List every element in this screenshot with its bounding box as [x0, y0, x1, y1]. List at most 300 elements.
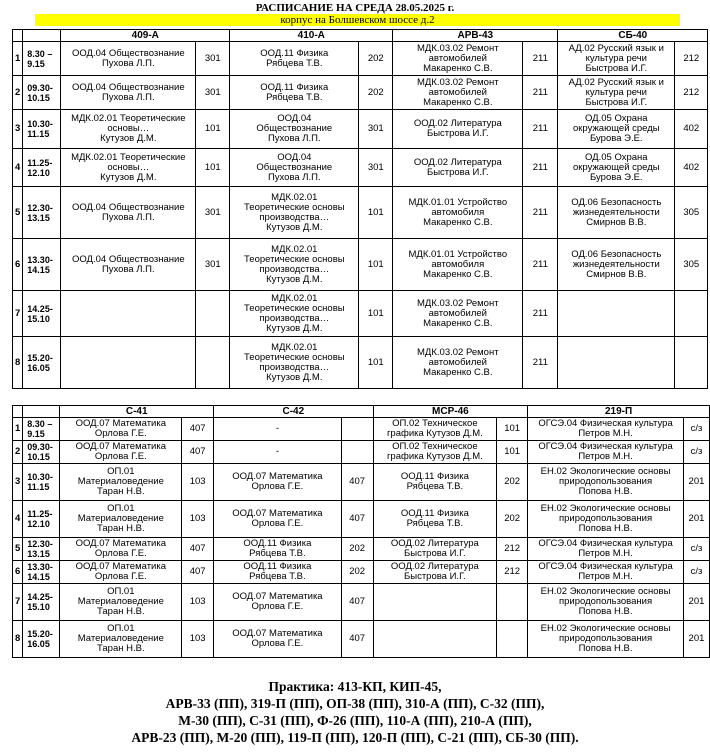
room-cell [341, 418, 373, 441]
lesson-number: 8 [13, 621, 23, 658]
room-cell: 211 [523, 291, 558, 337]
time-line: 14.25- [27, 592, 53, 602]
subject-line: ООД.07 Математика [75, 538, 166, 549]
subject-line: ЕН.02 Экологические основы [540, 586, 671, 597]
subject-line: Смирнов В.В. [586, 216, 647, 228]
subject-cell [214, 621, 342, 658]
subject-line: Орлова Г.Е. [251, 638, 304, 649]
subject-line: Попова Н.В. [578, 606, 633, 617]
room-cell: 103 [182, 464, 214, 501]
lesson-row [13, 76, 708, 110]
lesson-row [13, 464, 710, 501]
time-line: 8.30 – [27, 419, 53, 429]
lesson-time [23, 538, 60, 561]
subject-line: Кутузов Д.М. [266, 322, 323, 334]
subject-line: основы… [107, 161, 150, 173]
subject-line: ОГСЭ.04 Физическая культура [538, 538, 673, 549]
lesson-number: 5 [13, 187, 23, 239]
room-cell: 101 [196, 110, 230, 149]
room-cell: 407 [182, 418, 214, 441]
time-line: 12.30- [27, 202, 53, 213]
room-cell: 407 [341, 584, 373, 621]
lesson-row [13, 621, 710, 658]
practice-line: АРВ-33 (ПП), 319-П (ПП), ОП-38 (ПП), 310-А (ПП), С-32 (ПП), [165, 696, 545, 711]
subject-line: ООД.02 Литература [413, 156, 502, 168]
subject-cell [214, 418, 342, 441]
room-cell: 202 [497, 464, 528, 501]
subject-line: природопользования [559, 513, 653, 524]
room-cell: с/з [683, 538, 709, 561]
subject-line: Пухова Л.П. [101, 263, 155, 275]
room-cell: 101 [196, 149, 230, 187]
subject-cell [60, 584, 182, 621]
subject-line: природопользования [559, 633, 653, 644]
subject-line: - [275, 446, 279, 457]
room-cell [196, 291, 230, 337]
subject-line: Быстрова И.Г. [585, 96, 648, 108]
room-cell: 211 [523, 149, 558, 187]
subject-line: Орлова Г.Е. [94, 571, 147, 582]
subject-line: Пухова Л.П. [267, 133, 321, 144]
subject-line: природопользования [559, 476, 653, 487]
subject-cell [230, 149, 359, 187]
subject-line: ОГСЭ.04 Физическая культура [538, 561, 673, 572]
time-line: 10.30- [27, 472, 53, 482]
lesson-number: 7 [13, 291, 23, 337]
time-line: 13.15 [27, 212, 50, 223]
subject-cell [61, 149, 196, 187]
subject-line: Пухова Л.П. [101, 211, 155, 223]
subject-line: природопользования [559, 596, 653, 607]
subject-line: Пухова Л.П. [101, 57, 155, 69]
subject-line: Материаловедение [77, 513, 164, 524]
subject-line: ОГСЭ.04 Физическая культура [538, 441, 673, 452]
room-cell: 211 [523, 337, 558, 389]
room-cell: 201 [683, 584, 709, 621]
subject-line: Попова Н.В. [578, 523, 633, 534]
subject-line: Орлова Г.Е. [251, 518, 304, 529]
subject-line: МДК.02.01 [271, 243, 318, 255]
lesson-time [23, 441, 60, 464]
subject-line: МДК.03.02 Ремонт [417, 42, 499, 54]
room-cell: 301 [359, 110, 393, 149]
subject-line: автомобилей [428, 86, 487, 98]
lesson-number: 8 [13, 337, 23, 389]
subject-cell [393, 337, 523, 389]
lesson-row [13, 239, 708, 291]
subject-line: Орлова Г.Е. [251, 601, 304, 612]
subject-line: Рябцева Т.В. [406, 518, 464, 529]
group-header: С-41 [60, 406, 214, 418]
subject-line: ОП.01 [107, 586, 135, 597]
subject-line: ООД.07 Математика [75, 418, 166, 429]
subject-line: Макаренко С.В. [423, 62, 493, 74]
subject-line: Попова Н.В. [578, 643, 633, 654]
room-cell: 103 [182, 584, 214, 621]
lesson-row [13, 187, 708, 239]
header-blank [23, 30, 61, 42]
subject-line: ОД.05 Охрана [585, 113, 648, 124]
time-line: 15.20- [27, 629, 53, 639]
time-line: 11.25- [27, 509, 53, 519]
room-cell: 101 [359, 291, 393, 337]
subject-line: МДК.02.01 Теоретические [71, 151, 186, 163]
building-subtitle: корпус на Болшевском шоссе д.2 [35, 14, 680, 26]
room-cell: 407 [182, 441, 214, 464]
time-line: 14.15 [27, 572, 50, 582]
subject-line: МДК.02.01 [271, 292, 318, 304]
subject-line: Орлова Г.Е. [94, 428, 147, 439]
subject-cell [528, 501, 684, 538]
subject-cell [558, 337, 675, 389]
subject-cell [230, 110, 359, 149]
lesson-time [23, 239, 61, 291]
group-header: 219-П [528, 406, 710, 418]
lesson-row [13, 149, 708, 187]
lesson-row [13, 418, 710, 441]
subject-cell [60, 621, 182, 658]
subject-line: Кутузов Д.М. [100, 133, 157, 144]
subject-cell [230, 76, 359, 110]
subject-line: ОП.01 [107, 466, 135, 477]
lesson-number: 4 [13, 501, 23, 538]
subject-line: окружающей среды [572, 123, 660, 134]
group-header: С-42 [214, 406, 374, 418]
subject-line: Таран Н.В. [97, 643, 145, 654]
subject-line: Быстрова И.Г. [426, 128, 489, 139]
subject-line: ООД.02 Литература [413, 118, 502, 129]
header-blank [23, 406, 60, 418]
lesson-time [23, 42, 61, 76]
lesson-number: 3 [13, 110, 23, 149]
room-cell: 101 [359, 239, 393, 291]
subject-cell [61, 42, 196, 76]
subject-cell [393, 110, 523, 149]
subject-line: ОГСЭ.04 Физическая культура [538, 418, 673, 429]
lesson-number: 5 [13, 538, 23, 561]
subject-line: АД.02 Русский язык и [568, 76, 664, 88]
lesson-number: 1 [13, 42, 23, 76]
lesson-time [23, 149, 61, 187]
group-header: АРВ-43 [393, 30, 558, 42]
room-cell: 103 [182, 501, 214, 538]
room-cell: 101 [497, 441, 528, 464]
subject-cell [214, 538, 342, 561]
subject-line: Петров М.Н. [578, 451, 633, 462]
subject-line: Макаренко С.В. [423, 268, 493, 280]
lesson-time [23, 621, 60, 658]
subject-line: Рябцева Т.В. [266, 57, 323, 69]
subject-cell [373, 441, 497, 464]
room-cell [341, 441, 373, 464]
subject-cell [61, 239, 196, 291]
subject-line: ООД.04 Обществознание [71, 81, 185, 93]
time-line: 15.10 [27, 602, 50, 612]
room-cell: с/з [683, 561, 709, 584]
lesson-time [23, 464, 60, 501]
subject-cell [60, 418, 182, 441]
group-header: 410-А [230, 30, 393, 42]
time-line: 14.25- [27, 303, 53, 314]
subject-line: Кутузов Д.М. [100, 171, 157, 183]
lesson-row [13, 441, 710, 464]
practice-list [0, 678, 710, 746]
time-line: 10.15 [27, 92, 50, 103]
subject-line: жизнедеятельности [572, 258, 660, 270]
subject-line: Теоретические основы [244, 253, 345, 265]
lesson-row [13, 110, 708, 149]
room-cell: 402 [675, 149, 708, 187]
subject-line: ООД.02 Литература [390, 538, 479, 549]
room-cell: 301 [196, 239, 230, 291]
subject-line: окружающей среды [572, 161, 660, 173]
subject-line: ЕН.02 Экологические основы [540, 466, 671, 477]
lesson-number: 6 [13, 239, 23, 291]
lesson-time [23, 561, 60, 584]
lesson-number: 4 [13, 149, 23, 187]
subject-cell [528, 584, 684, 621]
subject-line: автомобилей [428, 307, 487, 319]
subject-line: ОД.06 Безопасность [571, 248, 662, 260]
subject-cell [214, 464, 342, 501]
room-cell: с/з [683, 418, 709, 441]
subject-cell [61, 110, 196, 149]
subject-cell [373, 561, 497, 584]
subject-line: ООД.07 Математика [232, 471, 323, 482]
subject-cell [60, 441, 182, 464]
subject-cell [528, 464, 684, 501]
subject-line: производства… [259, 211, 330, 223]
time-line: 09.30- [27, 82, 53, 93]
subject-cell [393, 239, 523, 291]
subject-line: Таран Н.В. [97, 486, 145, 497]
subject-line: ООД.11 Физика [400, 508, 469, 519]
room-cell [497, 621, 528, 658]
subject-cell [373, 501, 497, 538]
subject-line: ООД.02 Литература [390, 561, 479, 572]
subject-line: ООД.11 Физика [260, 81, 329, 93]
lesson-number: 2 [13, 76, 23, 110]
subject-cell [373, 418, 497, 441]
subject-line: ООД.11 Физика [400, 471, 469, 482]
subject-cell [528, 621, 684, 658]
subject-line: Бурова Э.Е. [590, 133, 643, 144]
subject-cell [558, 291, 675, 337]
group-header: МСР-46 [373, 406, 528, 418]
lesson-row [13, 337, 708, 389]
subject-cell [393, 149, 523, 187]
subject-cell [393, 42, 523, 76]
subject-line: МДК.02.01 Теоретические [71, 113, 186, 124]
room-cell: 305 [675, 239, 708, 291]
room-cell: 301 [196, 187, 230, 239]
subject-line: ЕН.02 Экологические основы [540, 503, 671, 514]
subject-line: Быстрова И.Г. [426, 166, 489, 178]
subject-line: ООД.04 Обществознание [71, 201, 185, 213]
room-cell: 201 [683, 464, 709, 501]
subject-line: Материаловедение [77, 596, 164, 607]
lesson-number: 7 [13, 584, 23, 621]
subject-cell [558, 239, 675, 291]
lesson-number: 6 [13, 561, 23, 584]
time-line: 13.30- [27, 562, 53, 572]
room-cell: 211 [523, 42, 558, 76]
time-line: 11.25- [27, 157, 53, 168]
practice-line: Практика: 413-КП, КИП-45, [268, 679, 442, 694]
subject-cell [214, 561, 342, 584]
subject-line: ООД.04 [277, 113, 312, 124]
subject-cell [230, 337, 359, 389]
subject-line: ООД.04 Обществознание [71, 253, 185, 265]
room-cell: 201 [683, 501, 709, 538]
time-line: 16.05 [27, 362, 50, 373]
subject-cell [214, 584, 342, 621]
subject-line: графика Кутузов Д.М. [386, 428, 483, 439]
room-cell: 407 [182, 561, 214, 584]
room-cell: 305 [675, 187, 708, 239]
subject-cell [373, 464, 497, 501]
room-cell: 211 [523, 110, 558, 149]
time-line: 09.30- [27, 442, 53, 452]
subject-line: ООД.07 Математика [75, 561, 166, 572]
subject-cell [230, 291, 359, 337]
lesson-time [23, 584, 60, 621]
lesson-number: 2 [13, 441, 23, 464]
subject-line: автомобиля [431, 258, 485, 270]
room-cell: 301 [196, 42, 230, 76]
subject-line: Материаловедение [77, 633, 164, 644]
subject-line: культура речи [585, 52, 647, 64]
subject-cell [373, 584, 497, 621]
practice-line: М-30 (ПП), С-31 (ПП), Ф-26 (ПП), 110-А (ПП), 210-А (ПП), [178, 713, 532, 728]
subject-cell [558, 42, 675, 76]
subject-line: Таран Н.В. [97, 523, 145, 534]
subject-line: производства… [259, 312, 330, 324]
subject-line: ООД.04 Обществознание [71, 47, 185, 59]
subject-line: Рябцева Т.В. [249, 548, 306, 559]
room-cell [497, 584, 528, 621]
subject-line: Теоретические основы [244, 201, 345, 213]
room-cell: 101 [359, 337, 393, 389]
subject-line: Теоретические основы [244, 351, 345, 363]
subject-line: ООД.07 Математика [232, 628, 323, 639]
header-blank [13, 406, 23, 418]
subject-line: МДК.01.01 Устройство [408, 196, 508, 208]
subject-line: производства… [259, 361, 330, 373]
subject-line: МДК.03.02 Ремонт [417, 297, 499, 309]
time-line: 12.30- [27, 539, 53, 549]
time-line: 15.10 [27, 313, 50, 324]
subject-cell [393, 291, 523, 337]
subject-line: МДК.03.02 Ремонт [417, 76, 499, 88]
subject-cell [214, 441, 342, 464]
room-cell: 212 [675, 42, 708, 76]
lesson-row [13, 501, 710, 538]
subject-line: МДК.01.01 Устройство [408, 248, 508, 260]
subject-line: Рябцева Т.В. [249, 571, 306, 582]
time-line: 13.30- [27, 254, 53, 265]
subject-line: Пухова Л.П. [101, 91, 155, 103]
lesson-time [23, 418, 60, 441]
room-cell: 211 [523, 76, 558, 110]
subject-line: Попова Н.В. [578, 486, 633, 497]
subject-cell [558, 110, 675, 149]
subject-cell [373, 538, 497, 561]
subject-cell [528, 538, 684, 561]
time-line: 16.05 [27, 639, 50, 649]
room-cell: 212 [497, 538, 528, 561]
room-cell: 407 [182, 538, 214, 561]
group-header: СБ-40 [558, 30, 708, 42]
subject-line: Смирнов В.В. [586, 268, 647, 280]
time-line: 14.15 [27, 264, 50, 275]
subject-line: ООД.11 Физика [260, 47, 329, 59]
subject-line: ООД.04 [277, 151, 312, 163]
subject-cell [61, 187, 196, 239]
room-cell: 212 [675, 76, 708, 110]
subject-line: Орлова Г.Е. [251, 481, 304, 492]
subject-cell [61, 337, 196, 389]
lesson-time [23, 76, 61, 110]
subject-line: ОД.05 Охрана [585, 151, 648, 163]
subject-line: Петров М.Н. [578, 548, 633, 559]
subject-line: ООД.11 Физика [243, 538, 312, 549]
subject-cell [373, 621, 497, 658]
time-line: 11.15 [27, 129, 50, 139]
time-line: 9.15 [27, 58, 45, 69]
subject-line: жизнедеятельности [572, 206, 660, 218]
schedule-table-1 [12, 29, 708, 389]
subject-line: ООД.11 Физика [243, 561, 312, 572]
room-cell: 402 [675, 110, 708, 149]
time-line: 12.10 [27, 167, 50, 178]
subject-line: ОП.02 Техническое [392, 418, 478, 429]
room-cell: 211 [523, 239, 558, 291]
subject-line: ОП.01 [107, 503, 135, 514]
room-cell: 407 [341, 501, 373, 538]
subject-line: Рябцева Т.В. [406, 481, 464, 492]
subject-line: ООД.07 Математика [232, 508, 323, 519]
subject-line: Рябцева Т.В. [266, 91, 323, 103]
subject-line: Макаренко С.В. [423, 96, 493, 108]
subject-cell [558, 187, 675, 239]
room-cell: 301 [196, 76, 230, 110]
subject-line: Обществознание [256, 161, 333, 173]
time-line: 8.30 – [27, 48, 53, 59]
room-cell: 202 [359, 42, 393, 76]
subject-cell [230, 42, 359, 76]
group-header: 409-А [61, 30, 230, 42]
subject-line: ОП.02 Техническое [392, 441, 478, 452]
lesson-row [13, 584, 710, 621]
lesson-row [13, 42, 708, 76]
room-cell: 212 [497, 561, 528, 584]
subject-line: Таран Н.В. [97, 606, 145, 617]
room-cell: 301 [359, 149, 393, 187]
subject-line: Орлова Г.Е. [94, 548, 147, 559]
subject-line: МДК.02.01 [271, 191, 318, 203]
subject-cell [528, 418, 684, 441]
subject-line: Кутузов Д.М. [266, 371, 323, 383]
lesson-time [23, 291, 61, 337]
room-cell: 101 [359, 187, 393, 239]
subject-line: Орлова Г.Е. [94, 451, 147, 462]
room-cell [196, 337, 230, 389]
subject-cell [558, 76, 675, 110]
lesson-time [23, 187, 61, 239]
lesson-time [23, 501, 60, 538]
lesson-row [13, 291, 708, 337]
